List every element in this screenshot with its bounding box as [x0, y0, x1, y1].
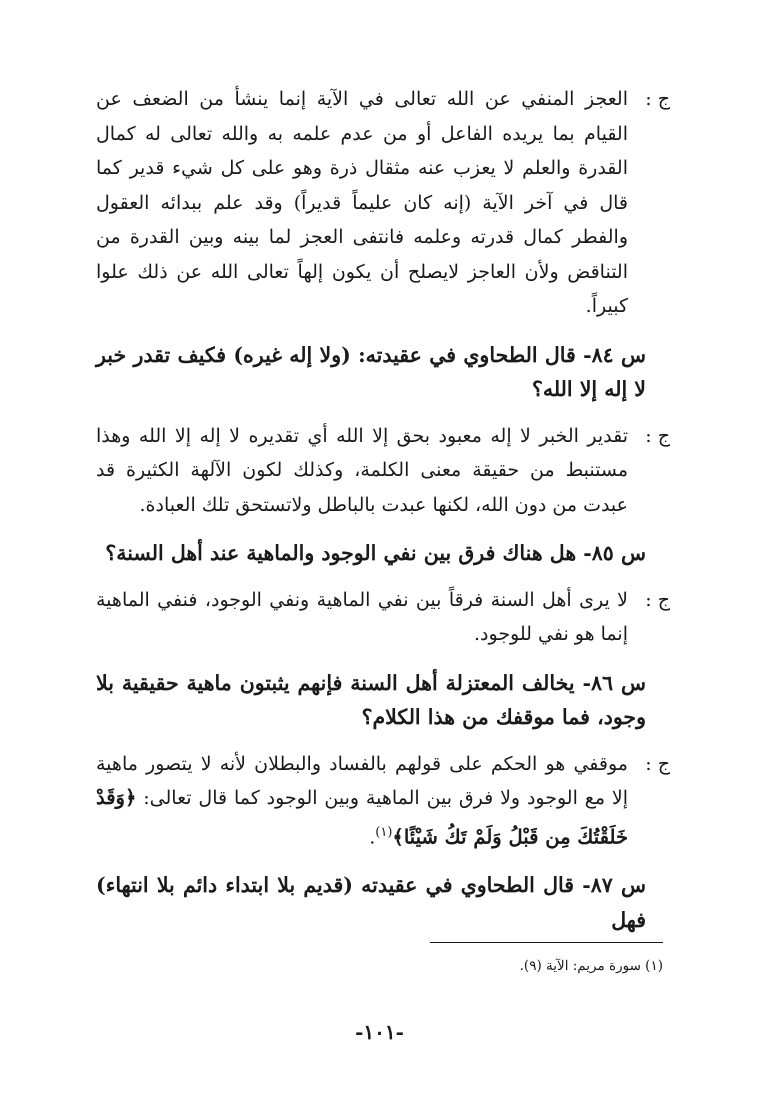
question-text: يخالف المعتزلة أهل السنة فإنهم يثبتون ماهية حقيقية بلا وجود، فما موقفك من هذا الكلام؟ — [96, 670, 646, 729]
answer-block — [96, 419, 670, 523]
question-block — [96, 338, 670, 407]
answer-marker: ج : — [645, 752, 670, 775]
answer-marker: ج : — [645, 588, 670, 611]
answer-block — [96, 82, 670, 324]
answer-text: تقدير الخبر لا إله معبود بحق إلا الله أي تقديره لا إله إلا الله وهذا مستنبط من حقيقة معنى الكلمة، وكذلك لكون الآلهة الكثيرة قد عبدت من دون الله، لكنها عبدت بالباطل ولاتستحق تلك العبادة. — [96, 424, 628, 516]
question-block — [96, 868, 670, 937]
question-text: قال الطحاوي في عقيدته: (ولا إله غيره) فكيف تقدر خبر لا إله إلا الله؟ — [96, 342, 646, 401]
answer-marker: ج : — [645, 424, 670, 447]
answer-text: لا يرى أهل السنة فرقاً بين نفي الماهية ونفي الوجود، فنفي الماهية إنما هو نفي للوجود. — [96, 588, 628, 645]
answer-text: العجز المنفي عن الله تعالى في الآية إنما ينشأ من الضعف عن القيام بما يريده الفاعل أو من عدم علمه به والله تعالى له كمال القدرة والعلم لا يعزب عنه مثقال ذرة وهو على كل شيء قدير كما قال في آخر الآية (إنه كان عليماً قديراً) وقد علم ببدائه العقول والفطر كمال قدرته وعلمه فانتفى العجز لما بينه وبين القدرة من التناقض ولأن العاجز لايصلح أن يكون إلهاً تعالى الله عن ذلك علوا كبيراً. — [96, 88, 628, 317]
footnote: (١) سورة مريم: الآية (٩). — [519, 958, 663, 974]
answer-tail: . — [369, 825, 376, 848]
question-text: قال الطحاوي في عقيدته (قديم بلا ابتداء دائم بلا انتهاء) فهل — [96, 873, 646, 932]
quran-verse: ﴿وَقَدْ خَلَقْتُكَ مِن قَبْلُ وَلَمْ تَكُ شَيْئًا﴾ — [96, 786, 628, 848]
page-body — [96, 82, 670, 949]
question-label: س ٨٤- — [583, 342, 646, 367]
question-label: س ٨٥- — [583, 541, 646, 565]
footnote-reference[interactable]: (١) — [375, 824, 393, 840]
footnote-separator — [430, 942, 663, 943]
question-label: س ٨٦- — [582, 670, 647, 695]
answer-text: موقفي هو الحكم على قولهم بالفساد والبطلان لأنه لا يتصور ماهية إلا مع الوجود ولا فرق بين الماهية وبين الوجود كما قال تعالى: — [96, 752, 628, 809]
question-text: هل هناك فرق بين نفي الوجود والماهية عند أهل السنة؟ — [105, 541, 577, 565]
answer-marker: ج : — [645, 88, 670, 110]
answer-block — [96, 747, 670, 855]
answer-block — [96, 583, 670, 652]
question-block — [96, 536, 670, 571]
question-label: س ٨٧- — [582, 873, 646, 898]
question-block — [96, 666, 670, 735]
page-number: -١٠١- — [355, 1020, 404, 1044]
